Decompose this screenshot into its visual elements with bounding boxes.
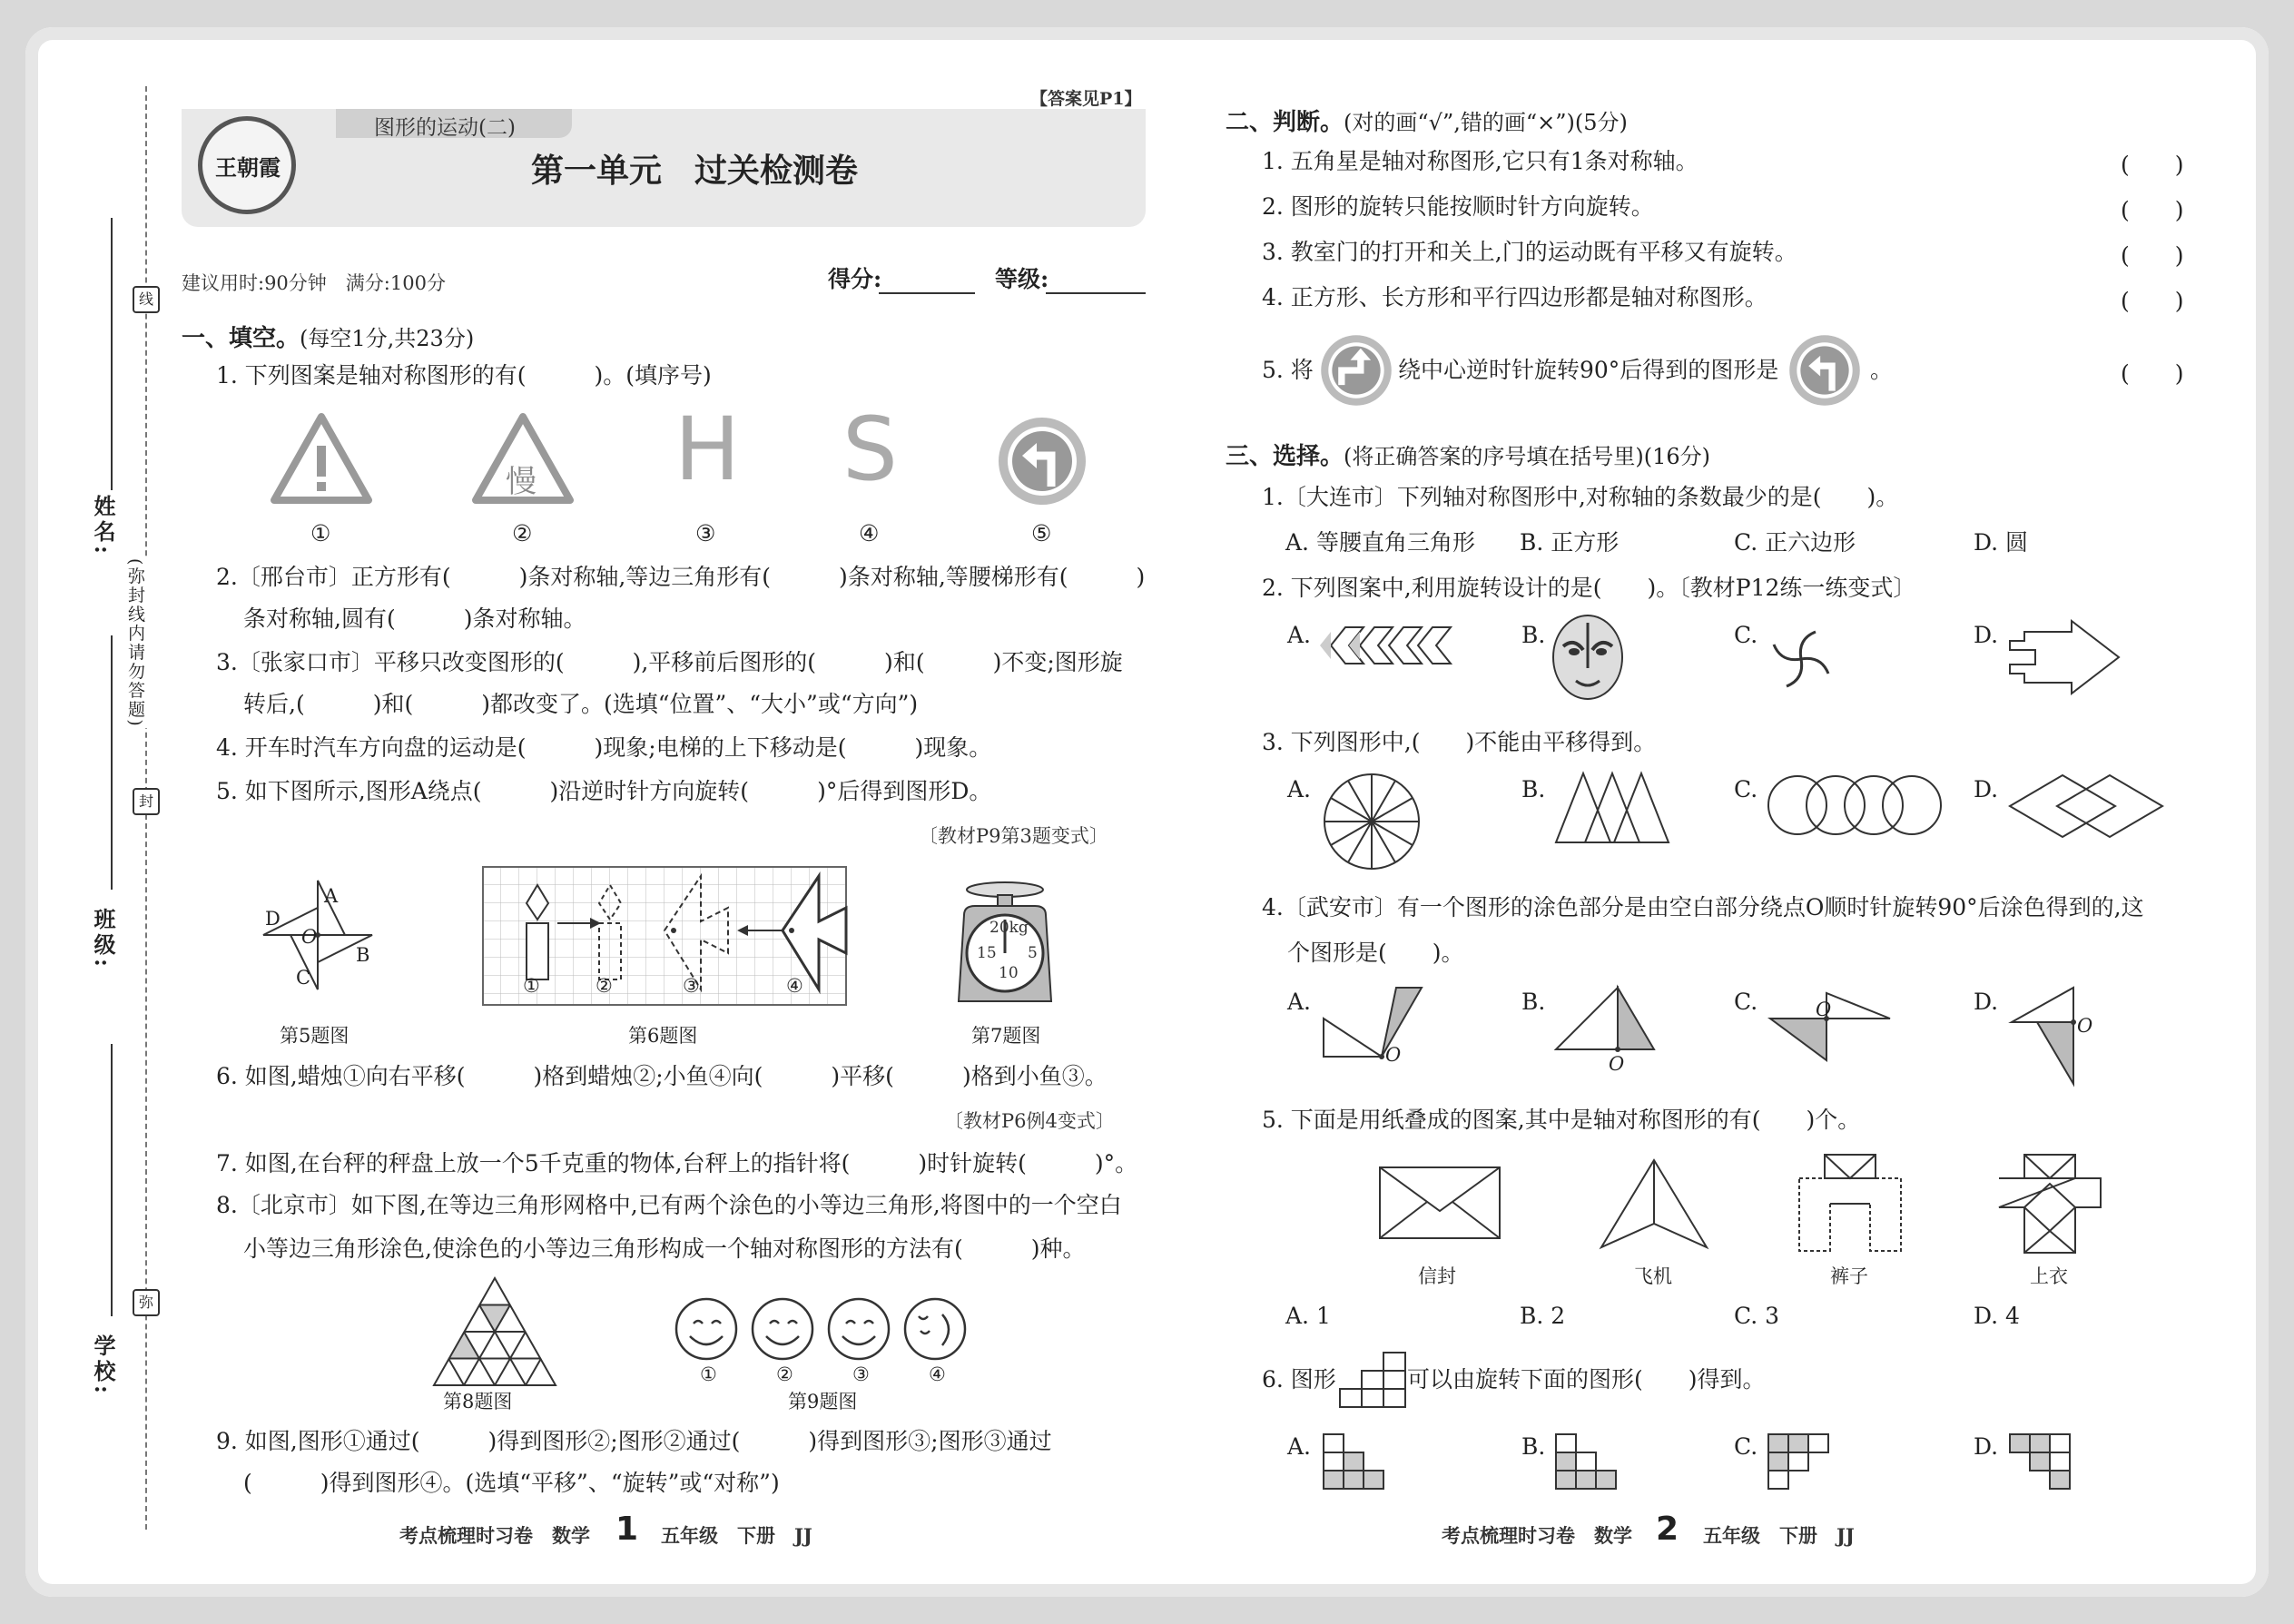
- seal-seal: 封: [133, 788, 160, 815]
- binding-solid-line: [111, 1044, 113, 1316]
- fig5-pinwheel: [254, 876, 390, 994]
- fig7-5: 5: [1028, 944, 1038, 962]
- sec3-q1-opt-a[interactable]: A. 等腰直角三角形: [1285, 529, 1475, 556]
- fig9-label-4: ④: [929, 1363, 946, 1385]
- q4-d-o: O: [2077, 1015, 2093, 1037]
- page-number-1: 1: [615, 1511, 639, 1548]
- fig6-label-4: ④: [786, 975, 803, 997]
- sec1-q9a: 9. 如图,图形①通过( )得到图形②;图形②通过( )得到图形③;图形③通过: [216, 1428, 1052, 1454]
- brand-logo-text: 王朝霞: [215, 154, 281, 181]
- sec2-title-text: 二、判断。: [1226, 109, 1344, 136]
- sec1-q4: 4. 开车时汽车方向盘的运动是( )现象;电梯的上下移动是( )现象。: [216, 734, 992, 761]
- sec3-q4b: 个图形是( )。: [1287, 940, 1464, 966]
- sec3-q4-letter-c[interactable]: C.: [1734, 989, 1758, 1015]
- sec2-title: [1226, 103, 1628, 137]
- sec3-q5: 5. 下面是用纸叠成的图案,其中是轴对称图形的有( )个。: [1262, 1107, 1861, 1133]
- q2-a-chevrons: [1320, 623, 1474, 668]
- sec1-q6: 6. 如图,蜡烛①向右平移( )格到蜡烛②;小鱼④向( )平移( )格到小鱼③。: [216, 1063, 1108, 1089]
- sec3-q1-opt-d[interactable]: D. 圆: [1974, 529, 2029, 556]
- q5-cap-shirt: 上衣: [2030, 1265, 2068, 1287]
- q6-c-shape: [1767, 1432, 1830, 1492]
- sec1-title-text: 一、填空。: [182, 325, 300, 352]
- q6-a-shape: [1322, 1432, 1385, 1492]
- q2-b-opera-mask-icon: [1551, 614, 1625, 701]
- binding-solid-line: [111, 218, 113, 490]
- answer-ref: 【答案见P1】: [1030, 89, 1142, 109]
- letter-h-sign: H: [674, 399, 741, 500]
- sec3-q6-letter-d[interactable]: D.: [1974, 1433, 1999, 1460]
- suggest-time: 建议用时:90分钟 满分:100分: [182, 272, 446, 294]
- q1-label-5: ⑤: [1031, 520, 1052, 546]
- fig9-faces: [674, 1296, 979, 1362]
- name-field[interactable]: [111, 635, 113, 890]
- sec3-title-text: 三、选择。: [1226, 443, 1344, 470]
- sec2-item-2: 2. 图形的旋转只能按顺时针方向旋转。: [1262, 193, 1654, 220]
- fig5-label-a: A: [324, 885, 339, 907]
- sec3-q4-letter-b[interactable]: B.: [1521, 989, 1546, 1015]
- sec3-score: (将正确答案的序号填在括号里)(16分): [1344, 444, 1711, 469]
- turn-right-sign-icon: [1318, 332, 1394, 408]
- school-label: 学校:: [90, 1334, 116, 1397]
- fig9-label-1: ①: [700, 1363, 717, 1385]
- sec3-q2-letter-d[interactable]: D.: [1974, 622, 1999, 648]
- q5-cap-pants: 裤子: [1830, 1265, 1868, 1287]
- q4-b-rotation: [1554, 986, 1654, 1068]
- seal-mi: 弥: [133, 1289, 160, 1316]
- header-subtitle: 图形的运动(二): [374, 116, 516, 140]
- sec2-paren-5[interactable]: ( ): [2121, 360, 2184, 387]
- sec1-q1: 1. 下列图案是轴对称图形的有( )。(填序号): [216, 362, 712, 389]
- fig9-caption: 第9题图: [788, 1391, 858, 1412]
- q4-d-rotation: [2010, 986, 2110, 1086]
- q5-plane-icon: [1600, 1158, 1708, 1249]
- sec1-title: [182, 320, 474, 353]
- sec2-score: (对的画“√”,错的画“×”)(5分): [1344, 110, 1628, 135]
- sec2-q5-c: 。: [1870, 357, 1894, 383]
- slow-sign-text: 慢: [506, 464, 537, 500]
- q2-d-arrow-shape: [2008, 621, 2121, 694]
- sec1-q7: 7. 如图,在台秤的秤盘上放一个5千克重的物体,台秤上的指针将( )时针旋转( )°。: [216, 1150, 1138, 1176]
- sec3-title: [1226, 438, 1710, 471]
- turn-left-sign-icon: [1787, 332, 1863, 408]
- sec3-q4-letter-a[interactable]: A.: [1287, 989, 1312, 1015]
- sec3-q5-opt-b[interactable]: B. 2: [1520, 1303, 1566, 1329]
- fig7-scale-icon: [955, 879, 1055, 1004]
- fig7-10: 10: [999, 964, 1019, 982]
- brand-logo: [198, 116, 296, 214]
- warning-sign-icon: [271, 413, 372, 504]
- sec3-q5-opt-a[interactable]: A. 1: [1285, 1303, 1331, 1329]
- name-label: 姓名:: [90, 495, 116, 557]
- sec1-q8b: 小等边三角形涂色,使涂色的小等边三角形构成一个轴对称图形的方法有( )种。: [243, 1235, 1086, 1262]
- sec3-q5-opt-d[interactable]: D. 4: [1974, 1303, 2020, 1329]
- sec2-item-4: 4. 正方形、长方形和平行四边形都是轴对称图形。: [1262, 284, 1767, 310]
- sec2-q5-a: 5. 将: [1262, 357, 1314, 383]
- sec1-q9b: ( )得到图形④。(选填“平移”、“旋转”或“对称”): [243, 1470, 780, 1496]
- fig5-label-o: O: [301, 926, 318, 948]
- sec3-q2-letter-b[interactable]: B.: [1521, 622, 1546, 648]
- fig8-caption: 第8题图: [443, 1391, 513, 1412]
- sec3-q6-letter-a[interactable]: A.: [1287, 1433, 1312, 1460]
- q4-b-o: O: [1609, 1053, 1625, 1075]
- q1-label-3: ③: [695, 520, 716, 546]
- letter-s-sign: S: [842, 399, 898, 500]
- sec3-q3-letter-b[interactable]: B.: [1521, 776, 1546, 802]
- page-number-2: 2: [1656, 1511, 1679, 1548]
- q1-label-2: ②: [512, 520, 533, 546]
- sec1-q5-ref: 〔教材P9第3题变式〕: [919, 825, 1108, 847]
- sec1-q8a: 8.〔北京市〕如下图,在等边三角形网格中,已有两个涂色的小等边三角形,将图中的一个空白: [216, 1192, 1122, 1218]
- fig7-unit: 20kg: [989, 919, 1029, 937]
- sec3-q4-letter-d[interactable]: D.: [1974, 989, 1999, 1015]
- q5-pants-icon: [1797, 1153, 1903, 1253]
- sec3-q6-letter-c[interactable]: C.: [1734, 1433, 1758, 1460]
- q5-shirt-icon: [1997, 1153, 2102, 1255]
- q4-a-rotation: [1322, 986, 1422, 1060]
- sec3-q3-letter-c[interactable]: C.: [1734, 776, 1758, 802]
- q5-cap-plane: 飞机: [1634, 1265, 1672, 1287]
- q4-c-o: O: [1816, 999, 1832, 1020]
- fig5-label-d: D: [265, 908, 281, 930]
- sec2-paren-1[interactable]: ( ): [2121, 152, 2184, 178]
- sec1-q6-ref: 〔教材P6例4变式〕: [944, 1110, 1115, 1132]
- sec3-q6-letter-b[interactable]: B.: [1521, 1433, 1546, 1460]
- q4-a-o: O: [1385, 1044, 1402, 1066]
- fig9-label-3: ③: [852, 1363, 870, 1385]
- sec1-q2b: 条对称轴,圆有( )条对称轴。: [243, 605, 586, 632]
- sec3-q6-a: 6. 图形: [1262, 1366, 1336, 1393]
- q3-b-triangles: [1554, 772, 1672, 844]
- q3-c-circles: [1767, 773, 1944, 837]
- fig7-15: 15: [977, 944, 997, 962]
- score-field[interactable]: [879, 292, 975, 294]
- sec3-q2-letter-a[interactable]: A.: [1287, 622, 1312, 648]
- q6-target-shape: [1336, 1351, 1407, 1409]
- sec3-q1: 1.〔大连市〕下列轴对称图形中,对称轴的条数最少的是( )。: [1262, 484, 1899, 510]
- sec1-q3a: 3.〔张家口市〕平移只改变图形的( ),平移前后图形的( )和( )不变;图形旋: [216, 649, 1123, 675]
- footer-left-tail: 五年级 下册 JJ: [661, 1524, 812, 1547]
- sec1-q2a: 2.〔邢台市〕正方形有( )条对称轴,等边三角形有( )条对称轴,等腰梯形有( ): [216, 564, 1146, 590]
- score-label: 得分:: [828, 266, 882, 292]
- fig6-caption: 第6题图: [628, 1025, 698, 1047]
- sec2-paren-4[interactable]: ( ): [2121, 288, 2184, 314]
- seal-line: 线: [133, 286, 160, 313]
- fig8-triangle-grid: [434, 1278, 556, 1385]
- turn-left-sign-icon: [995, 414, 1089, 508]
- footer-right-text: 考点梳理时习卷 数学: [1442, 1524, 1632, 1547]
- sec1-score: (每空1分,共23分): [300, 326, 475, 351]
- sec3-q2: 2. 下列图案中,利用旋转设计的是( )。〔教材P12练一练变式〕: [1262, 575, 1916, 601]
- q6-d-shape: [2008, 1432, 2072, 1492]
- header-title: 第一单元 过关检测卷: [531, 153, 859, 190]
- fig6-label-3: ③: [683, 975, 700, 997]
- binding-note: (弥封线内请勿答题): [123, 558, 148, 728]
- sec2-paren-3[interactable]: ( ): [2121, 242, 2184, 269]
- sec3-q6-b: 可以由旋转下面的图形( )得到。: [1407, 1366, 1766, 1393]
- sec3-q5-opt-c[interactable]: C. 3: [1734, 1303, 1780, 1329]
- footer-left-text: 考点梳理时习卷 数学: [399, 1524, 590, 1547]
- fig5-caption: 第5题图: [280, 1025, 350, 1047]
- footer-right-tail: 五年级 下册 JJ: [1703, 1524, 1855, 1547]
- sec2-q5-b: 绕中心逆时针旋转90°后得到的图形是: [1398, 357, 1779, 383]
- sec3-q3-letter-d[interactable]: D.: [1974, 776, 1999, 802]
- sec3-q4a: 4.〔武安市〕有一个图形的涂色部分是由空白部分绕点O顺时针旋转90°后涂色得到的,这: [1262, 894, 2144, 920]
- sec3-q1-opt-b[interactable]: B. 正方形: [1520, 529, 1620, 556]
- sec3-q2-letter-c[interactable]: C.: [1734, 622, 1758, 648]
- grade-label: 等级:: [995, 266, 1049, 292]
- q3-a-circle-sectors: [1322, 772, 1422, 871]
- sec3-q1-opt-c[interactable]: C. 正六边形: [1734, 529, 1856, 556]
- q2-c-swirl-icon: [1765, 623, 1837, 695]
- sec2-item-3: 3. 教室门的打开和关上,门的运动既有平移又有旋转。: [1262, 239, 1797, 265]
- sec1-q3b: 转后,( )和( )都改变了。(选填“位置”、“大小”或“方向”): [243, 691, 919, 717]
- q3-d-rhombuses: [2008, 773, 2164, 839]
- sec2-item-1: 1. 五角星是轴对称图形,它只有1条对称轴。: [1262, 148, 1698, 174]
- fig6-label-2: ②: [596, 975, 613, 997]
- sec3-q3: 3. 下列图形中,( )不能由平移得到。: [1262, 729, 1657, 755]
- q1-label-4: ④: [859, 520, 880, 546]
- fig5-label-b: B: [356, 944, 370, 966]
- fig9-label-2: ②: [776, 1363, 793, 1385]
- class-label: 班级:: [90, 908, 116, 970]
- q5-cap-envelope: 信封: [1418, 1265, 1456, 1287]
- q6-b-shape: [1554, 1432, 1618, 1492]
- sec3-q3-letter-a[interactable]: A.: [1287, 776, 1312, 802]
- fig6-label-1: ①: [523, 975, 540, 997]
- q1-label-1: ①: [310, 520, 331, 546]
- grade-field[interactable]: [1046, 292, 1146, 294]
- sec2-paren-2[interactable]: ( ): [2121, 197, 2184, 223]
- q5-envelope-icon: [1378, 1166, 1501, 1240]
- fig5-label-c: C: [296, 967, 311, 989]
- sec1-q5: 5. 如下图所示,图形A绕点( )沿逆时针方向旋转( )°后得到图形D。: [216, 778, 992, 804]
- fig7-caption: 第7题图: [971, 1025, 1041, 1047]
